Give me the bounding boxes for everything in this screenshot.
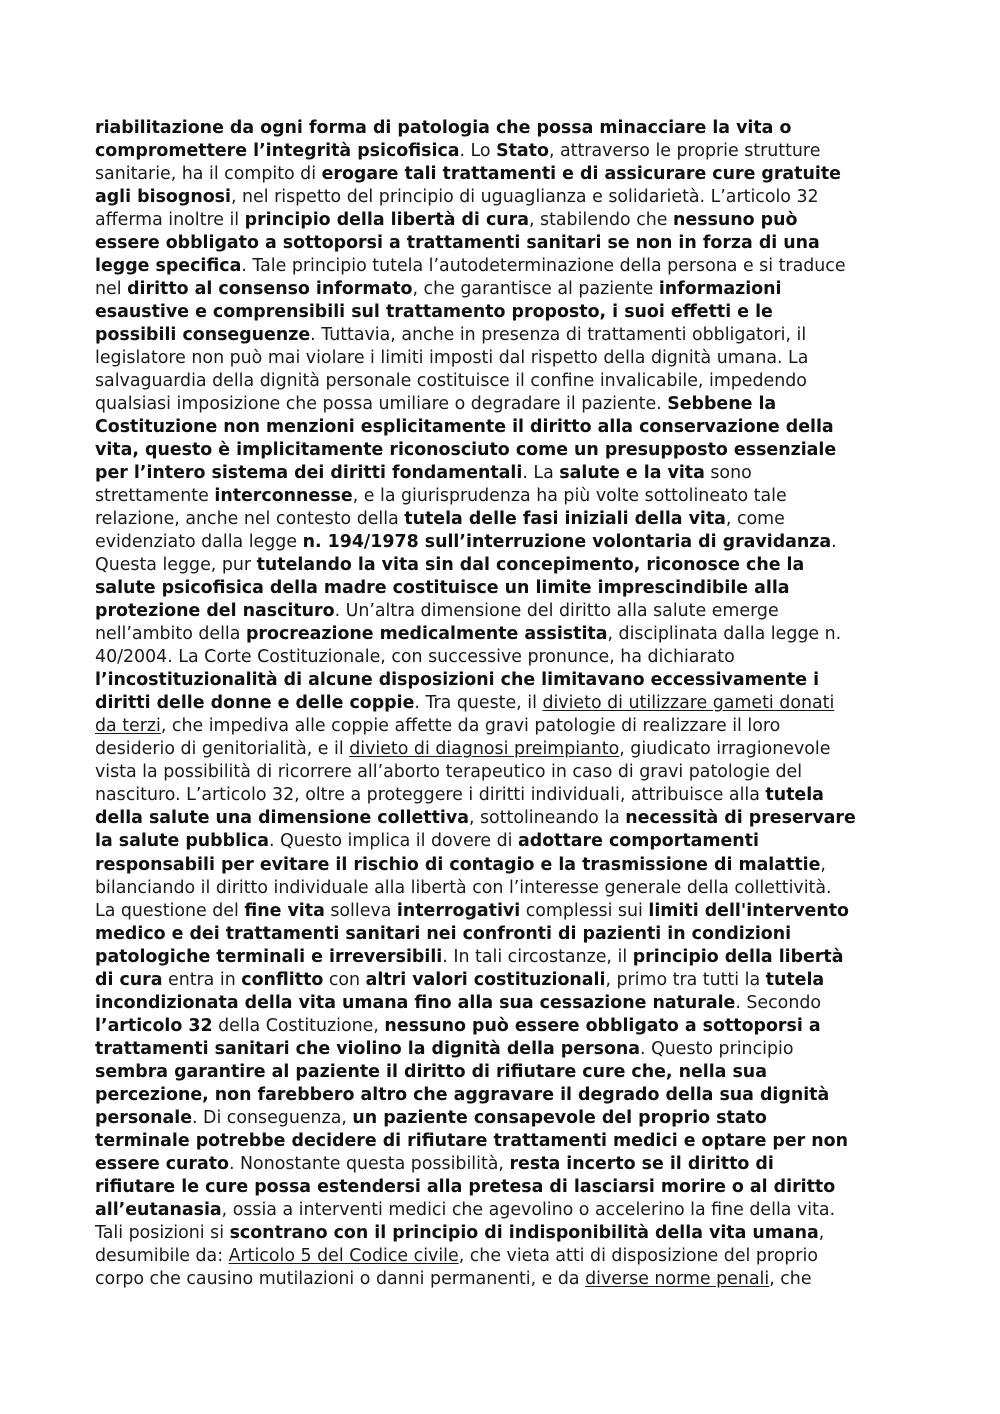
bold-text: Stato bbox=[496, 141, 549, 162]
text-segment: salvaguardia della dignità personale costituisce il confine invalicabile, impedendo bbox=[95, 371, 807, 392]
text-segment: con bbox=[323, 969, 366, 990]
text-segment: . Questo implica il dovere di bbox=[269, 831, 519, 852]
text-line bbox=[95, 1222, 907, 1245]
bold-text: n. 194/1978 sull’interruzione volontaria di gravidanza bbox=[302, 532, 832, 553]
text-segment: . bbox=[831, 532, 837, 553]
text-line bbox=[95, 462, 907, 485]
text-segment: complessi sui bbox=[520, 900, 649, 921]
bold-text: la salute pubblica bbox=[95, 831, 270, 852]
text-line bbox=[95, 508, 907, 531]
bold-text: l’incostituzionalità di alcune disposizioni che limitavano eccessivamente i bbox=[95, 670, 820, 691]
bold-text: procreazione medicalmente assistita bbox=[245, 624, 608, 645]
text-segment: legislatore non può mai violare i limiti imposti dal rispetto della dignità umana. La bbox=[95, 348, 809, 369]
text-segment: vista la possibilità di ricorrere all’aborto terapeutico in caso di gravi patologie del bbox=[95, 762, 803, 783]
bold-text: agli bisognosi bbox=[95, 187, 231, 208]
bold-text: salute e la vita bbox=[559, 463, 705, 484]
bold-text: legge specifica bbox=[95, 256, 242, 277]
bold-text: patologiche terminali e irreversibili bbox=[95, 946, 443, 967]
bold-text: conflitto bbox=[241, 969, 324, 990]
text-segment: sanitarie, ha il compito di bbox=[95, 164, 322, 185]
text-segment: , che impediva alle coppie affette da gravi patologie di realizzare il loro bbox=[160, 716, 781, 737]
bold-text: per l’intero sistema dei diritti fondamentali bbox=[95, 463, 523, 484]
text-line bbox=[95, 807, 907, 830]
text-line bbox=[95, 1084, 907, 1107]
bold-text: limiti dell'intervento bbox=[648, 900, 849, 921]
text-line bbox=[95, 946, 907, 969]
text-line bbox=[95, 554, 907, 577]
bold-text: necessità di preservare bbox=[625, 808, 856, 829]
text-segment: nascituro. L’articolo 32, oltre a proteggere i diritti individuali, attribuisce alla bbox=[95, 785, 766, 806]
text-line bbox=[95, 347, 907, 370]
bold-text: un paziente consapevole del proprio stato bbox=[352, 1107, 767, 1128]
text-segment: . In tali circostanze, il bbox=[442, 946, 633, 967]
bold-text: incondizionata della vita umana fino alla sua cessazione naturale bbox=[95, 992, 736, 1013]
bold-text: Costituzione non menzioni esplicitamente il diritto alla conservazione della bbox=[95, 417, 834, 438]
text-segment: , bbox=[818, 1222, 825, 1243]
text-line bbox=[95, 1268, 907, 1291]
bold-text: resta incerto se il diritto di bbox=[509, 1153, 774, 1174]
text-segment: . Questo principio bbox=[640, 1038, 794, 1059]
text-line bbox=[95, 531, 907, 554]
text-line bbox=[95, 255, 907, 278]
text-segment: , che garantisce al paziente bbox=[412, 279, 659, 300]
text-line bbox=[95, 1015, 907, 1038]
bold-text: possibili conseguenze bbox=[95, 325, 311, 346]
text-line bbox=[95, 117, 907, 140]
text-segment: , attraverso le proprie strutture bbox=[548, 141, 821, 162]
text-segment: , che bbox=[769, 1268, 812, 1289]
text-segment: nel bbox=[95, 279, 128, 300]
bold-text: interrogativi bbox=[396, 900, 521, 921]
text-segment: nell’ambito della bbox=[95, 624, 246, 645]
text-segment: afferma inoltre il bbox=[95, 210, 245, 231]
bold-text: all’eutanasia bbox=[95, 1199, 222, 1220]
text-line bbox=[95, 163, 907, 186]
text-line bbox=[95, 1107, 907, 1130]
text-segment: , disciplinata dalla legge n. bbox=[607, 624, 842, 645]
bold-text: terminale potrebbe decidere di rifiutare trattamenti medici e optare per non bbox=[95, 1130, 849, 1151]
text-line bbox=[95, 830, 907, 853]
bold-text: esaustive e comprensibili sul trattamento proposto, i suoi effetti e le bbox=[95, 302, 773, 323]
bold-text: nessuno può essere obbligato a sottoporsi a bbox=[384, 1015, 821, 1036]
text-segment: . Di conseguenza, bbox=[192, 1107, 353, 1128]
text-line bbox=[95, 900, 907, 923]
underlined-reference: diverse norme penali bbox=[585, 1268, 770, 1289]
bold-text: tutelando la vita sin dal concepimento, riconosce che la bbox=[256, 555, 805, 576]
text-segment: sono bbox=[704, 463, 752, 484]
text-segment: . Tra queste, il bbox=[414, 693, 543, 714]
text-segment: strettamente bbox=[95, 486, 215, 507]
text-line bbox=[95, 1130, 907, 1153]
text-line bbox=[95, 301, 907, 324]
text-line bbox=[95, 485, 907, 508]
text-segment: 40/2004. La Corte Costituzionale, con successive pronunce, ha dichiarato bbox=[95, 647, 735, 668]
text-line bbox=[95, 692, 907, 715]
bold-text: tutela bbox=[765, 969, 825, 990]
bold-text: della salute una dimensione collettiva bbox=[95, 808, 469, 829]
text-line bbox=[95, 209, 907, 232]
text-line bbox=[95, 232, 907, 255]
text-line bbox=[95, 577, 907, 600]
text-segment: relazione, anche nel contesto della bbox=[95, 509, 405, 530]
text-line bbox=[95, 784, 907, 807]
bold-text: tutela delle fasi iniziali della vita bbox=[404, 509, 726, 530]
text-line bbox=[95, 324, 907, 347]
text-line bbox=[95, 854, 907, 877]
bold-text: erogare tali trattamenti e di assicurare cure gratuite bbox=[321, 164, 841, 185]
bold-text: compromettere l’integrità psicofisica bbox=[95, 141, 460, 162]
text-segment: , primo tra tutti la bbox=[605, 969, 766, 990]
text-line bbox=[95, 992, 907, 1015]
text-line bbox=[95, 439, 907, 462]
bold-text: protezione del nascituro bbox=[95, 601, 335, 622]
bold-text: adottare comportamenti bbox=[518, 831, 759, 852]
text-segment: della Costituzione, bbox=[212, 1015, 385, 1036]
text-segment: , sottolineando la bbox=[468, 808, 626, 829]
text-segment: bilanciando il diritto individuale alla libertà con l’interesse generale della collettività. bbox=[95, 877, 832, 898]
text-segment: . Nonostante questa possibilità, bbox=[228, 1153, 510, 1174]
bold-text: essere obbligato a sottoporsi a trattamenti sanitari se non in forza di una bbox=[95, 233, 820, 254]
text-segment: , stabilendo che bbox=[528, 210, 674, 231]
bold-text: vita, questo è implicitamente riconosciuto come un presupposto essenziale bbox=[95, 440, 837, 461]
text-segment: solleva bbox=[324, 900, 397, 921]
text-line bbox=[95, 923, 907, 946]
bold-text: percezione, non farebbero altro che aggravare il degrado della sua dignità bbox=[95, 1084, 830, 1105]
bold-text: salute psicofisica della madre costituisce un limite imprescindibile alla bbox=[95, 578, 790, 599]
text-line bbox=[95, 416, 907, 439]
bold-text: riabilitazione da ogni forma di patologia che possa minacciare la vita o bbox=[95, 118, 792, 138]
bold-text: interconnesse bbox=[214, 486, 353, 507]
document-page bbox=[95, 117, 907, 1291]
text-segment: Tali posizioni si bbox=[95, 1222, 230, 1243]
text-segment: entra in bbox=[162, 969, 242, 990]
text-segment: , nel rispetto del principio di uguaglianza e solidarietà. L’articolo 32 bbox=[230, 187, 819, 208]
text-segment: . La bbox=[522, 463, 560, 484]
underlined-reference: divieto di utilizzare gameti donati bbox=[542, 693, 835, 714]
bold-text: diritti delle donne e delle coppie bbox=[95, 693, 415, 714]
text-line bbox=[95, 1038, 907, 1061]
text-line bbox=[95, 738, 907, 761]
text-segment: , giudicato irragionevole bbox=[619, 739, 831, 760]
text-line bbox=[95, 646, 907, 669]
text-line bbox=[95, 1153, 907, 1176]
text-segment: , e la giurisprudenza ha più volte sottolineato tale bbox=[352, 486, 787, 507]
text-line bbox=[95, 1199, 907, 1222]
bold-text: Sebbene la bbox=[667, 394, 777, 415]
bold-text: essere curato bbox=[95, 1153, 229, 1174]
bold-text: sembra garantire al paziente il diritto di rifiutare cure che, nella sua bbox=[95, 1061, 767, 1082]
text-segment: . Un’altra dimensione del diritto alla salute emerge bbox=[334, 601, 779, 622]
bold-text: scontrano con il principio di indisponibilità della vita umana bbox=[229, 1222, 819, 1243]
text-segment: . Lo bbox=[459, 141, 497, 162]
text-segment: . Tale principio tutela l’autodeterminazione della persona e si traduce bbox=[241, 256, 846, 277]
text-line bbox=[95, 278, 907, 301]
text-line bbox=[95, 1061, 907, 1084]
text-line bbox=[95, 600, 907, 623]
text-segment: evidenziato dalla legge bbox=[95, 532, 303, 553]
bold-text: principio della libertà bbox=[632, 946, 844, 967]
bold-text: medico e dei trattamenti sanitari nei confronti di pazienti in condizioni bbox=[95, 923, 792, 944]
text-segment: , bbox=[820, 854, 826, 875]
bold-text: responsabili per evitare il rischio di contagio e la trasmissione di malattie bbox=[95, 854, 821, 875]
bold-text: fine vita bbox=[244, 900, 325, 921]
text-line bbox=[95, 1245, 907, 1268]
text-line bbox=[95, 623, 907, 646]
text-segment: . Secondo bbox=[735, 992, 822, 1013]
text-segment: corpo che causino mutilazioni o danni permanenti, e da bbox=[95, 1268, 586, 1289]
text-segment: desumibile da: bbox=[95, 1245, 229, 1266]
text-line bbox=[95, 669, 907, 692]
bold-text: nessuno può bbox=[673, 210, 798, 231]
text-line bbox=[95, 393, 907, 416]
bold-text: principio della libertà di cura bbox=[244, 210, 529, 231]
text-segment: , ossia a interventi medici che agevolino o accelerino la fine della vita. bbox=[221, 1199, 836, 1220]
bold-text: informazioni bbox=[658, 279, 782, 300]
text-line bbox=[95, 715, 907, 738]
text-line bbox=[95, 186, 907, 209]
text-segment: Questa legge, pur bbox=[95, 555, 257, 576]
text-line bbox=[95, 370, 907, 393]
body-paragraph bbox=[95, 117, 907, 1291]
text-segment: desiderio di genitorialità, e il bbox=[95, 739, 350, 760]
bold-text: tutela bbox=[765, 785, 824, 806]
text-line bbox=[95, 761, 907, 784]
text-segment: La questione del bbox=[95, 900, 245, 921]
underlined-reference: Articolo 5 del Codice civile bbox=[228, 1245, 459, 1266]
text-line bbox=[95, 1176, 907, 1199]
bold-text: altri valori costituzionali bbox=[365, 969, 606, 990]
text-line bbox=[95, 140, 907, 163]
underlined-reference: da terzi bbox=[95, 716, 161, 737]
bold-text: rifiutare le cure possa estendersi alla pretesa di lasciarsi morire o al diritto bbox=[95, 1176, 836, 1197]
text-segment: . Tuttavia, anche in presenza di trattamenti obbligatori, il bbox=[310, 325, 807, 346]
text-segment: , che vieta atti di disposizione del proprio bbox=[458, 1245, 818, 1266]
text-segment: , come bbox=[725, 509, 785, 530]
bold-text: l’articolo 32 bbox=[95, 1015, 213, 1036]
bold-text: trattamenti sanitari che violino la dignità della persona bbox=[95, 1038, 641, 1059]
bold-text: personale bbox=[95, 1107, 192, 1128]
text-segment: qualsiasi imposizione che possa umiliare o degradare il paziente. bbox=[95, 394, 668, 415]
bold-text: di cura bbox=[95, 969, 163, 990]
underlined-reference: divieto di diagnosi preimpianto bbox=[349, 739, 620, 760]
text-line bbox=[95, 969, 907, 992]
text-line bbox=[95, 877, 907, 900]
bold-text: diritto al consenso informato bbox=[127, 279, 413, 300]
